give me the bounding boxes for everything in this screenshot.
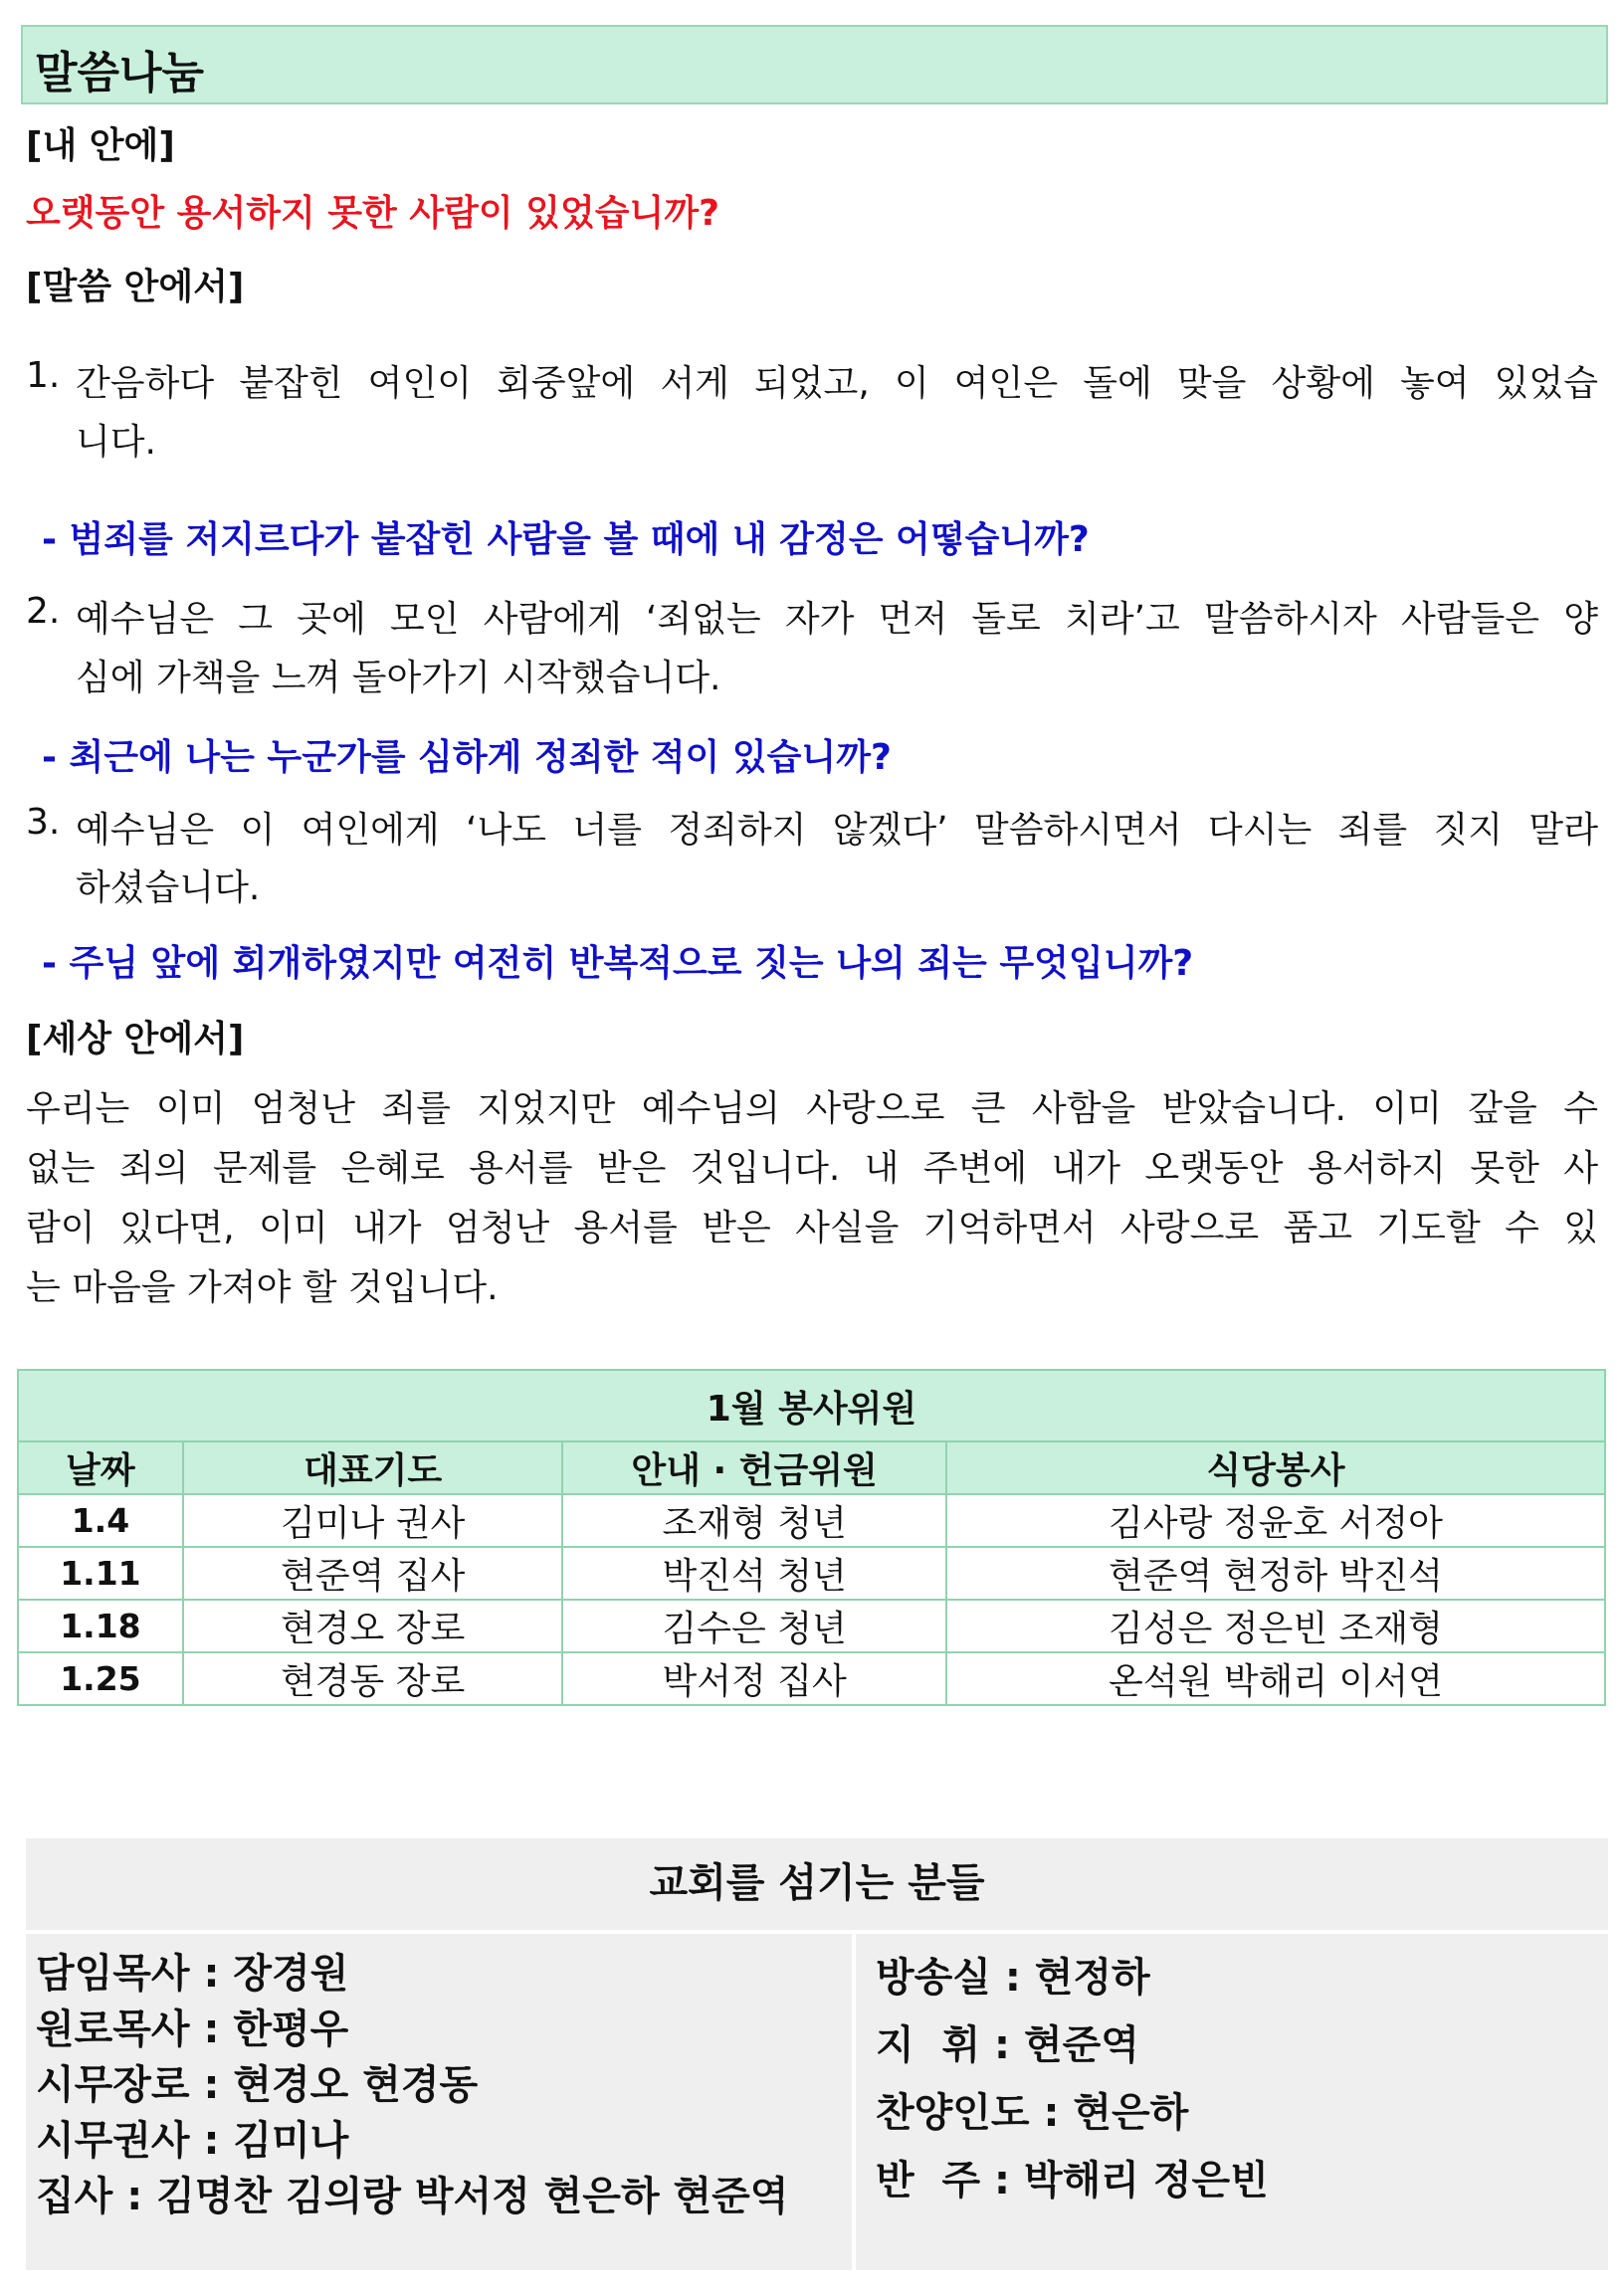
- prayer-cell: 현경동 장로: [183, 1652, 563, 1705]
- item-text-line: 심에 가책을 느껴 돌아가기 시작했습니다.: [76, 658, 721, 698]
- inner-heading: [내 안에]: [26, 125, 175, 166]
- item-text-line: 니다.: [76, 422, 156, 463]
- table-row: [18, 1600, 1605, 1652]
- kitchen-cell: 현준역 현정하 박진석: [946, 1547, 1605, 1600]
- staff-entry: 집사 : 김명찬 김의랑 박서정 현은하 현준역: [36, 2174, 789, 2219]
- item-question: - 주님 앞에 회개하였지만 여전히 반복적으로 짓는 나의 죄는 무엇입니까?: [42, 943, 1194, 984]
- kitchen-cell: 김성은 정은빈 조재형: [946, 1600, 1605, 1652]
- staff-entry: 반 주 : 박해리 정은빈: [876, 2158, 1269, 2203]
- table-row: [18, 1494, 1605, 1547]
- date-cell: 1.25: [18, 1652, 183, 1705]
- staff-entry: 시무장로 : 현경오 현경동: [36, 2062, 479, 2108]
- table-row: [18, 1652, 1605, 1705]
- usher-cell: 조재형 청년: [562, 1494, 946, 1547]
- staff-entry: 지 휘 : 현준역: [876, 2022, 1139, 2068]
- staff-title: 교회를 섬기는 분들: [649, 1860, 985, 1906]
- staff-left-column: [26, 1934, 856, 2270]
- item-text-line: 간음하다 붙잡힌 여인이 회중앞에 서게 되었고, 이 여인은 돌에 맞을 상황에 놓여 있었습: [76, 363, 1598, 404]
- section-title: 말씀나눔: [35, 48, 205, 98]
- world-text-line: 람이 있다면, 이미 내가 엄청난 용서를 받은 사실을 기억하면서 사랑으로 품고 기도할 수 있: [26, 1208, 1598, 1248]
- item-question: - 최근에 나는 누군가를 심하게 정죄한 적이 있습니까?: [42, 737, 892, 778]
- world-text-line: 우리는 이미 엄청난 죄를 지었지만 예수님의 사랑으로 큰 사함을 받았습니다. 이미 갚을 수: [26, 1088, 1598, 1129]
- column-header: 식당봉사: [946, 1441, 1605, 1494]
- item-number: 3.: [26, 802, 61, 843]
- world-text-line: 는 마음을 가져야 할 것입니다.: [26, 1267, 499, 1308]
- world-heading: [세상 안에서]: [26, 1019, 245, 1059]
- item-number: 2.: [26, 591, 61, 632]
- column-header: 날짜: [18, 1441, 183, 1494]
- column-header: 안내 · 헌금위원: [562, 1441, 946, 1494]
- item-text-line: 하셨습니다.: [76, 867, 261, 908]
- usher-cell: 박서정 집사: [562, 1652, 946, 1705]
- usher-cell: 김수은 청년: [562, 1600, 946, 1652]
- service-title: 1월 봉사위원: [18, 1370, 1605, 1441]
- staff-box: [26, 1838, 1608, 2270]
- item-text-line: 예수님은 이 여인에게 ‘나도 너를 정죄하지 않겠다’ 말씀하시면서 다시는 죄를 짓지 말라: [76, 810, 1598, 851]
- world-text-line: 없는 죄의 문제를 은혜로 용서를 받은 것입니다. 내 주변에 내가 오랫동안 용서하지 못한 사: [26, 1148, 1598, 1189]
- item-text-line: 예수님은 그 곳에 모인 사람에게 ‘죄없는 자가 먼저 돌로 치라’고 말씀하시자 사람들은 양: [76, 599, 1598, 640]
- usher-cell: 박진석 청년: [562, 1547, 946, 1600]
- date-cell: 1.4: [18, 1494, 183, 1547]
- prayer-cell: 현경오 장로: [183, 1600, 563, 1652]
- staff-entry: 찬양인도 : 현은하: [876, 2090, 1189, 2136]
- inner-question: 오랫동안 용서하지 못한 사람이 있었습니까?: [26, 193, 719, 234]
- staff-entry: 담임목사 : 장경원: [36, 1951, 349, 1997]
- date-cell: 1.11: [18, 1547, 183, 1600]
- staff-entry: 방송실 : 현정하: [876, 1955, 1150, 2001]
- kitchen-cell: 김사랑 정윤호 서정아: [946, 1494, 1605, 1547]
- prayer-cell: 현준역 집사: [183, 1547, 563, 1600]
- kitchen-cell: 온석원 박해리 이서연: [946, 1652, 1605, 1705]
- prayer-cell: 김미나 권사: [183, 1494, 563, 1547]
- item-number: 1.: [26, 355, 61, 396]
- service-header-row: [18, 1441, 1605, 1494]
- item-question: - 범죄를 저지르다가 붙잡힌 사람을 볼 때에 내 감정은 어떻습니까?: [42, 519, 1090, 560]
- staff-right-column: [856, 1934, 1608, 2270]
- section-header: [21, 25, 1608, 104]
- column-header: 대표기도: [183, 1441, 563, 1494]
- staff-entry: 시무권사 : 김미나: [36, 2118, 349, 2164]
- table-row: [18, 1547, 1605, 1600]
- date-cell: 1.18: [18, 1600, 183, 1652]
- service-table: [17, 1369, 1606, 1706]
- service-title-row: [18, 1370, 1605, 1441]
- staff-entry: 원로목사 : 한평우: [36, 2007, 349, 2052]
- word-heading: [말씀 안에서]: [26, 267, 245, 307]
